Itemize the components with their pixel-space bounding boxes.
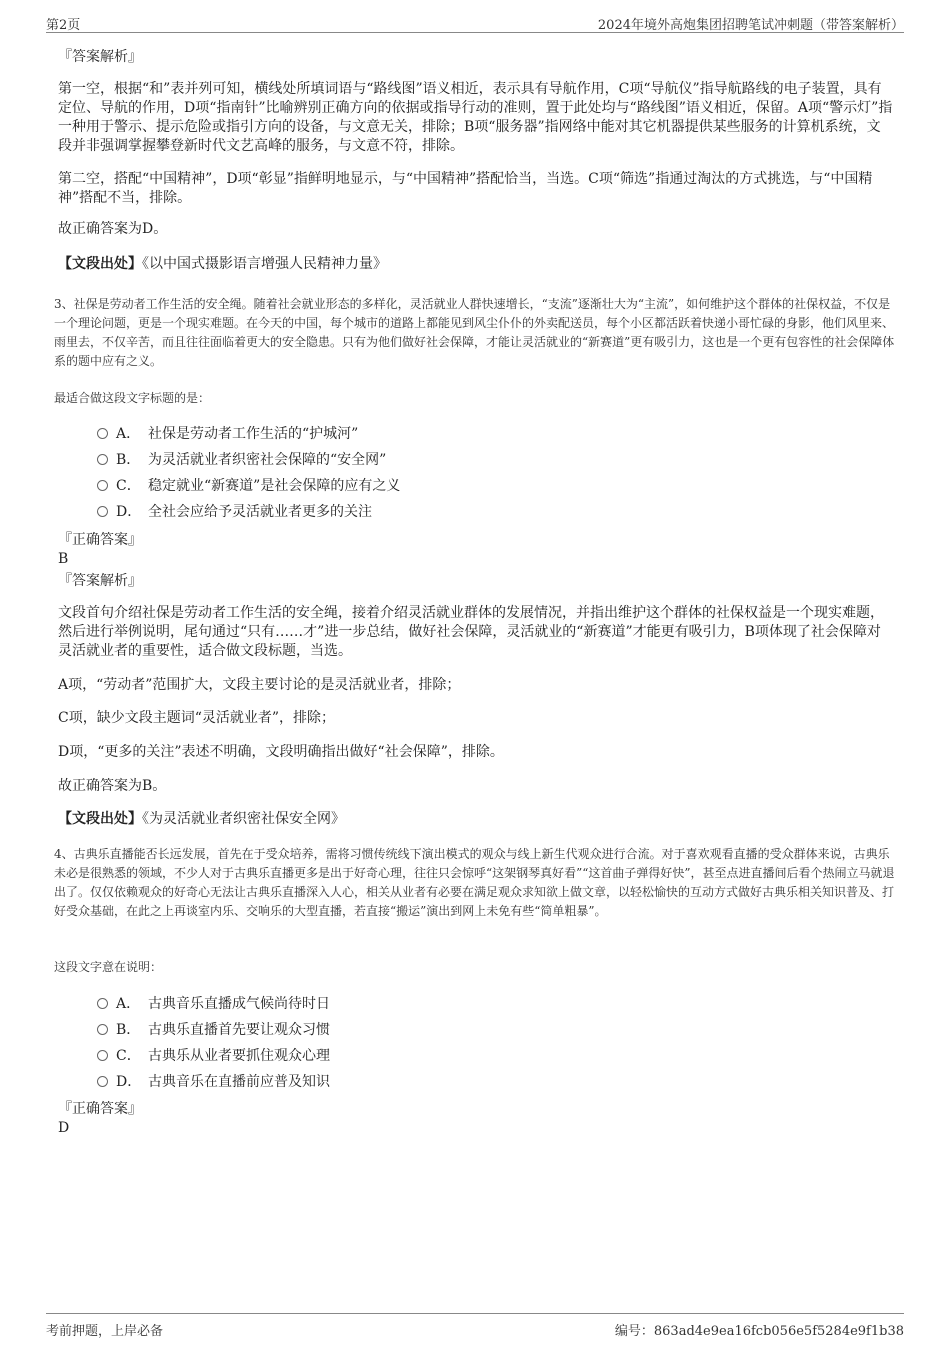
radio-icon[interactable] <box>97 1024 108 1035</box>
option-key: B． <box>116 1022 141 1038</box>
option-text: 社保是劳动者工作生活的“护城河” <box>148 426 359 442</box>
q2-conclusion: 故正确答案为D。 <box>58 221 168 237</box>
q3-conclusion: 故正确答案为B。 <box>58 778 167 794</box>
q2-analysis-para1: 第一空，根据“和”表并列可知，横线处所填词语与“路线图”语义相近，表示具有导航作用，C项“导航仪”指导航路线的电子装置，具有定位、导航的作用，D项“指南针”比喻辨别正确方向的依据或指导行动的准则，置于此处均与“路线图”语义相近，保留。A项“警示灯”指一种用于警示、提示危险或指引方向的设备，与文意无关，排除；B项“服务器”指网络中能对其它机器提供某些服务的计算机系统，文段并非强调掌握攀登新时代文艺高峰的服务，与文意不符，排除。 <box>58 81 893 154</box>
radio-icon[interactable] <box>97 454 108 465</box>
q4-option-b[interactable] <box>97 1020 330 1040</box>
q4-stem: 4、古典乐直播能否长远发展，首先在于受众培养，需将习惯传统线下演出模式的观众与线上新生代观众进行合流。对于喜欢观看直播的受众群体来说，古典乐未必是很熟悉的领域，不少人对于古典乐直播更多是出于好奇心理，往往只会惊呼“这架钢琴真好看”“这首曲子弹得好快”，甚至点进直播间后看个热闹立马就退出了。仅仅依赖观众的好奇心无法让古典乐直播深入人心，相关从业者有必要在满足观众求知欲上做文章，以轻松愉快的互动方式做好古典乐相关知识普及、打好受众基础，在此之上再谈室内乐、交响乐的大型直播，若直接“搬运”演出到网上未免有些“简单粗暴”。 <box>54 847 895 918</box>
q3-source-title: 《为灵活就业者织密社保安全网》 <box>142 811 345 827</box>
q3-option-c[interactable] <box>97 476 400 496</box>
footer-note: 考前押题，上岸必备 <box>46 1324 164 1339</box>
q2-analysis-label: 『答案解析』 <box>58 49 142 65</box>
radio-icon[interactable] <box>97 1076 108 1087</box>
option-text: 为灵活就业者织密社会保障的“安全网” <box>148 452 387 468</box>
page-footer <box>46 1313 904 1338</box>
q4-option-c[interactable] <box>97 1046 330 1066</box>
q3-source <box>58 810 345 829</box>
q4-prompt: 这段文字意在说明： <box>54 960 163 974</box>
option-text: 古典乐直播首先要让观众习惯 <box>148 1022 330 1038</box>
q2-analysis-para2: 第二空，搭配“中国精神”，D项“彰显”指鲜明地显示，与“中国精神”搭配恰当，当选。C项“筛选”指通过淘汰的方式挑选，与“中国精神”搭配不当，排除。 <box>58 171 873 206</box>
q3-option-d[interactable] <box>97 502 372 522</box>
option-key: B． <box>116 452 141 468</box>
q3-analysis-label: 『答案解析』 <box>58 573 142 589</box>
option-key: C． <box>116 478 141 494</box>
footer-code: 编号：863ad4e9ea16fcb056e5f5284e9f1b38 <box>614 1324 904 1339</box>
q3-note-c: C项，缺少文段主题词“灵活就业者”，排除； <box>58 710 336 726</box>
q3-option-b[interactable] <box>97 450 386 470</box>
q3-option-a[interactable] <box>97 424 358 444</box>
q3-source-label: 【文段出处】 <box>58 811 142 827</box>
option-text: 古典乐从业者要抓住观众心理 <box>148 1048 330 1064</box>
radio-icon[interactable] <box>97 480 108 491</box>
q3-stem: 3、社保是劳动者工作生活的安全绳。随着社会就业形态的多样化，灵活就业人群快速增长，“支流”逐渐壮大为“主流”，如何维护这个群体的社保权益，不仅是一个理论问题，更是一个现实难题。在今天的中国，每个城市的道路上都能见到风尘仆仆的外卖配送员，每个小区都活跃着快递小哥忙碌的身影，他们风里来、雨里去，不仅辛苦，而且往往面临着更大的安全隐患。只有为他们做好社会保障，才能让灵活就业的“新赛道”更有吸引力，这也是一个更有包容性的社会保障体系的题中应有之义。 <box>54 297 895 368</box>
option-key: D． <box>116 1074 142 1090</box>
q3-prompt: 最适合做这段文字标题的是： <box>54 391 211 405</box>
radio-icon[interactable] <box>97 428 108 439</box>
q4-correct-label: 『正确答案』 <box>58 1101 142 1117</box>
option-key: C． <box>116 1048 141 1064</box>
radio-icon[interactable] <box>97 1050 108 1061</box>
q2-source-label: 【文段出处】 <box>58 256 142 272</box>
document-title: 2024年境外高炮集团招聘笔试冲刺题（带答案解析） <box>597 18 904 33</box>
radio-icon[interactable] <box>97 506 108 517</box>
page-header <box>46 10 904 33</box>
q3-note-a: A项，“劳动者”范围扩大，文段主要讨论的是灵活就业者，排除； <box>58 677 461 693</box>
option-key: A． <box>116 996 141 1012</box>
q3-analysis: 文段首句介绍社保是劳动者工作生活的安全绳，接着介绍灵活就业群体的发展情况，并指出维护这个群体的社保权益是一个现实难题，然后进行举例说明，尾句通过“只有……才”进一步总结，做好社会保障，灵活就业的“新赛道”才能更有吸引力，B项体现了社会保障对灵活就业者的重要性，适合做文段标题，当选。 <box>58 605 884 659</box>
option-key: D． <box>116 504 142 520</box>
q4-option-d[interactable] <box>97 1072 330 1092</box>
q4-correct-answer: D <box>58 1120 70 1136</box>
q3-note-d: D项，“更多的关注”表述不明确，文段明确指出做好“社会保障”，排除。 <box>58 744 504 760</box>
option-text: 古典音乐直播成气候尚待时日 <box>148 996 330 1012</box>
q2-source-title: 《以中国式摄影语言增强人民精神力量》 <box>142 256 387 272</box>
option-text: 全社会应给予灵活就业者更多的关注 <box>148 504 372 520</box>
q3-correct-label: 『正确答案』 <box>58 532 142 548</box>
q4-option-a[interactable] <box>97 994 330 1014</box>
option-text: 稳定就业“新赛道”是社会保障的应有之义 <box>148 478 401 494</box>
radio-icon[interactable] <box>97 998 108 1009</box>
option-text: 古典音乐在直播前应普及知识 <box>148 1074 330 1090</box>
q2-source <box>58 255 387 274</box>
option-key: A． <box>116 426 141 442</box>
page-number: 第2页 <box>46 18 81 33</box>
q3-correct-answer: B <box>58 551 69 567</box>
